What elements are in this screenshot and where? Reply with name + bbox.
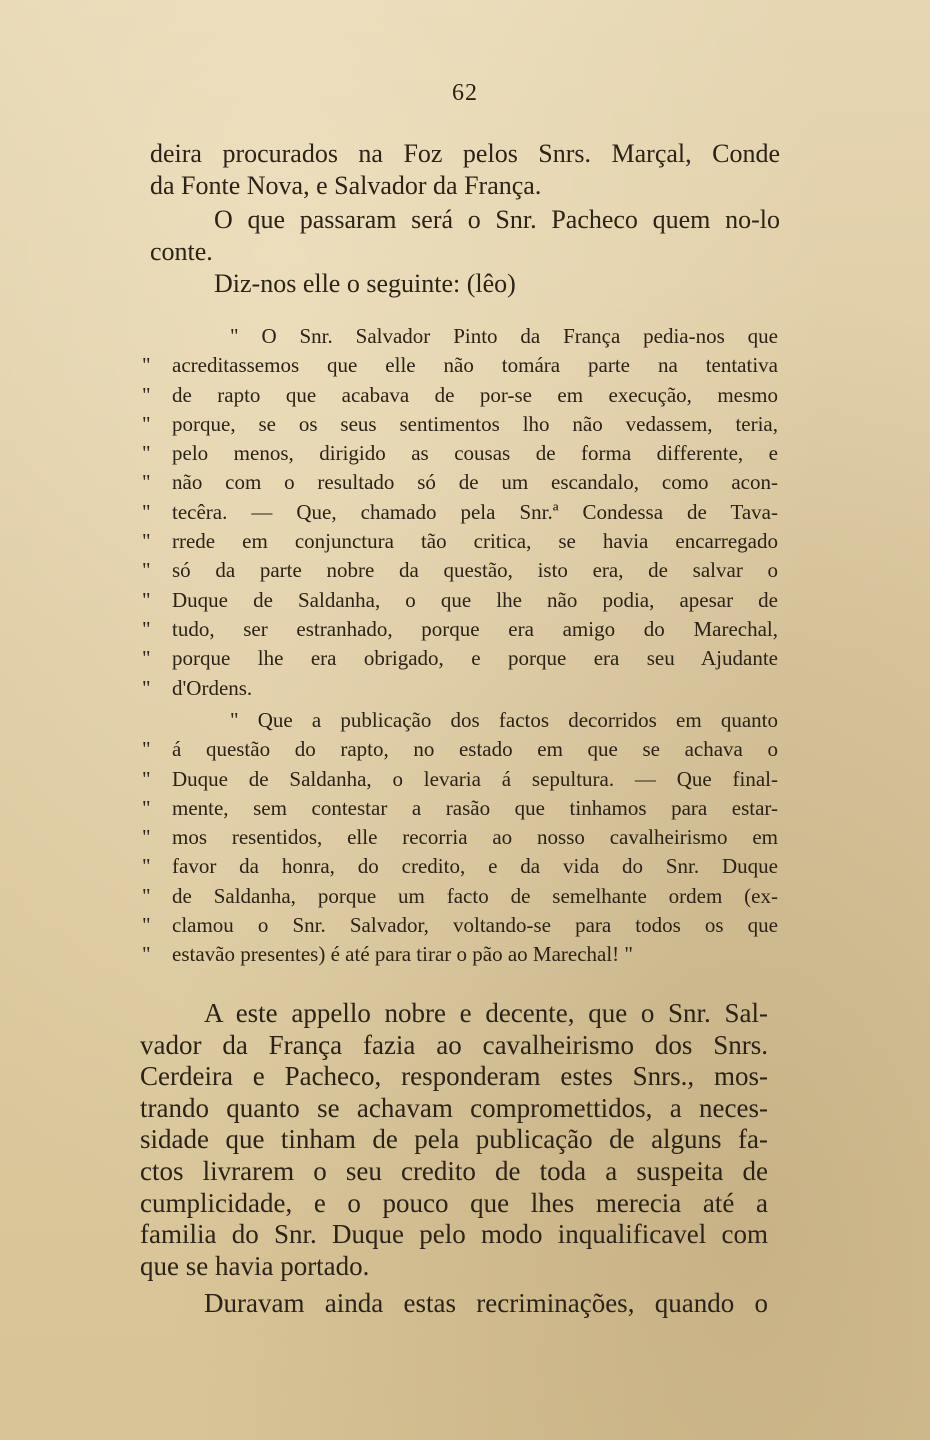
- quote-line: [142, 644, 778, 673]
- quote-line: [142, 556, 778, 585]
- paragraph-4: [140, 998, 768, 1282]
- text-line: trando quanto se achavam compromettidos, a neces-: [140, 1092, 768, 1123]
- quote-line: [142, 527, 778, 556]
- quote-mark: ": [142, 737, 151, 762]
- quote-text: " Que a publicação dos factos decorridos em quanto: [230, 708, 778, 732]
- quote-text: só da parte nobre da questão, isto era, de salvar o: [172, 558, 778, 583]
- text-line: conte.: [150, 237, 213, 266]
- quote-mark: ": [142, 558, 151, 583]
- quote-mark: ": [142, 766, 151, 791]
- quote-line: [142, 852, 778, 881]
- paragraph-5: [140, 1288, 768, 1320]
- quote-text: estavão presentes) é até para tirar o pão ao Marechal! ": [172, 942, 633, 967]
- text-line: Duravam ainda estas recriminações, quando o: [204, 1288, 768, 1318]
- quote-mark: [142, 322, 172, 351]
- quote-text: clamou o Snr. Salvador, voltando-se para todos os que: [172, 913, 778, 938]
- quote-line: [142, 765, 778, 794]
- quote-mark: ": [142, 411, 151, 436]
- text-line: que se havia portado.: [140, 1250, 370, 1281]
- quote-text: favor da honra, do credito, e da vida do Snr. Duque: [172, 854, 778, 879]
- text-line: vador da França fazia ao cavalheirismo dos Snrs.: [140, 1029, 768, 1060]
- text-line: A este appello nobre e decente, que o Snr. Sal-: [204, 998, 768, 1028]
- text-line: Cerdeira e Pacheco, responderam estes Snrs., mos-: [140, 1061, 768, 1092]
- quote-line: [142, 706, 778, 735]
- quote-mark: ": [142, 883, 151, 908]
- quote-line: [142, 735, 778, 764]
- quote-mark: ": [142, 675, 151, 700]
- quote-mark: ": [142, 499, 151, 524]
- quote-text: de rapto que acabava de por-se em execução, mesmo: [172, 382, 778, 407]
- quote-mark: ": [142, 942, 151, 967]
- quote-text: mos resentidos, elle recorria ao nosso cavalheirismo em: [172, 825, 778, 850]
- text-line: da Fonte Nova, e Salvador da França.: [150, 171, 542, 200]
- quote-mark: ": [142, 854, 151, 879]
- quote-line: [142, 882, 778, 911]
- quote-line: [142, 586, 778, 615]
- quote-text: rrede em conjunctura tão critica, se havia encarregado: [172, 529, 778, 554]
- quote-text: acreditassemos que elle não tomára parte na tentativa: [172, 353, 778, 378]
- quote-line: [142, 498, 778, 527]
- quote-line: [142, 615, 778, 644]
- quotation-2: [142, 706, 778, 970]
- quote-text: porque lhe era obrigado, e porque era seu Ajudante: [172, 646, 778, 671]
- quote-mark: ": [142, 646, 151, 671]
- quotation-1: [142, 322, 778, 703]
- quote-mark: ": [142, 529, 151, 554]
- quote-text: de Saldanha, porque um facto de semelhante ordem (ex-: [172, 883, 778, 908]
- quote-line: [142, 468, 778, 497]
- quote-mark: ": [142, 587, 151, 612]
- quote-line: [142, 351, 778, 380]
- text-line: ctos livrarem o seu credito de toda a suspeita de: [140, 1155, 768, 1186]
- quote-text: pelo menos, dirigido as cousas de forma differente, e: [172, 441, 778, 466]
- quote-line: [142, 911, 778, 940]
- quote-line: [142, 410, 778, 439]
- quote-line: [142, 940, 778, 969]
- quote-mark: ": [142, 825, 151, 850]
- quote-text: tudo, ser estranhado, porque era amigo do Marechal,: [172, 616, 778, 641]
- text-line: sidade que tinham de pela publicação de alguns fa-: [140, 1124, 768, 1155]
- quote-mark: ": [142, 353, 151, 378]
- quote-mark: ": [142, 795, 151, 820]
- quote-text: Duque de Saldanha, o levaria á sepultura. — Que final-: [172, 766, 778, 791]
- text-line: O que passaram será o Snr. Pacheco quem no-lo: [214, 205, 780, 234]
- quote-line: [142, 823, 778, 852]
- text-line: deira procurados na Foz pelos Snrs. Marçal, Conde: [150, 139, 780, 168]
- quote-text: d'Ordens.: [172, 675, 253, 700]
- text-line: Diz-nos elle o seguinte: (lêo): [214, 269, 516, 298]
- quote-text: mente, sem contestar a rasão que tinhamos para estar-: [172, 795, 778, 820]
- quote-text: Duque de Saldanha, o que lhe não podia, apesar de: [172, 587, 778, 612]
- quote-text: tecêra. — Que, chamado pela Snr.ª Condessa de Tava-: [172, 499, 778, 524]
- quote-text: porque, se os seus sentimentos lho não vedassem, teria,: [172, 411, 778, 436]
- quote-mark: ": [142, 913, 151, 938]
- quote-line: [142, 381, 778, 410]
- paragraph-3: [150, 268, 780, 300]
- quote-mark: ": [142, 470, 151, 495]
- quote-line: [142, 439, 778, 468]
- page-number: 62: [452, 80, 478, 106]
- quote-mark: ": [142, 382, 151, 407]
- quote-line: [142, 322, 778, 351]
- quote-text: " O Snr. Salvador Pinto da França pedia-nos que: [230, 324, 778, 348]
- quote-text: á questão do rapto, no estado em que se achava o: [172, 737, 778, 762]
- paragraph-1: [150, 138, 780, 202]
- text-line: cumplicidade, e o pouco que lhes merecia até a: [140, 1187, 768, 1218]
- quote-mark: ": [142, 441, 151, 466]
- quote-mark: ": [142, 616, 151, 641]
- quote-line: [142, 674, 778, 703]
- quote-line: [142, 794, 778, 823]
- text-line: familia do Snr. Duque pelo modo inqualificavel com: [140, 1219, 768, 1250]
- paragraph-2: [150, 204, 780, 268]
- quote-text: não com o resultado só de um escandalo, como acon-: [172, 470, 778, 495]
- quote-mark: [142, 706, 172, 735]
